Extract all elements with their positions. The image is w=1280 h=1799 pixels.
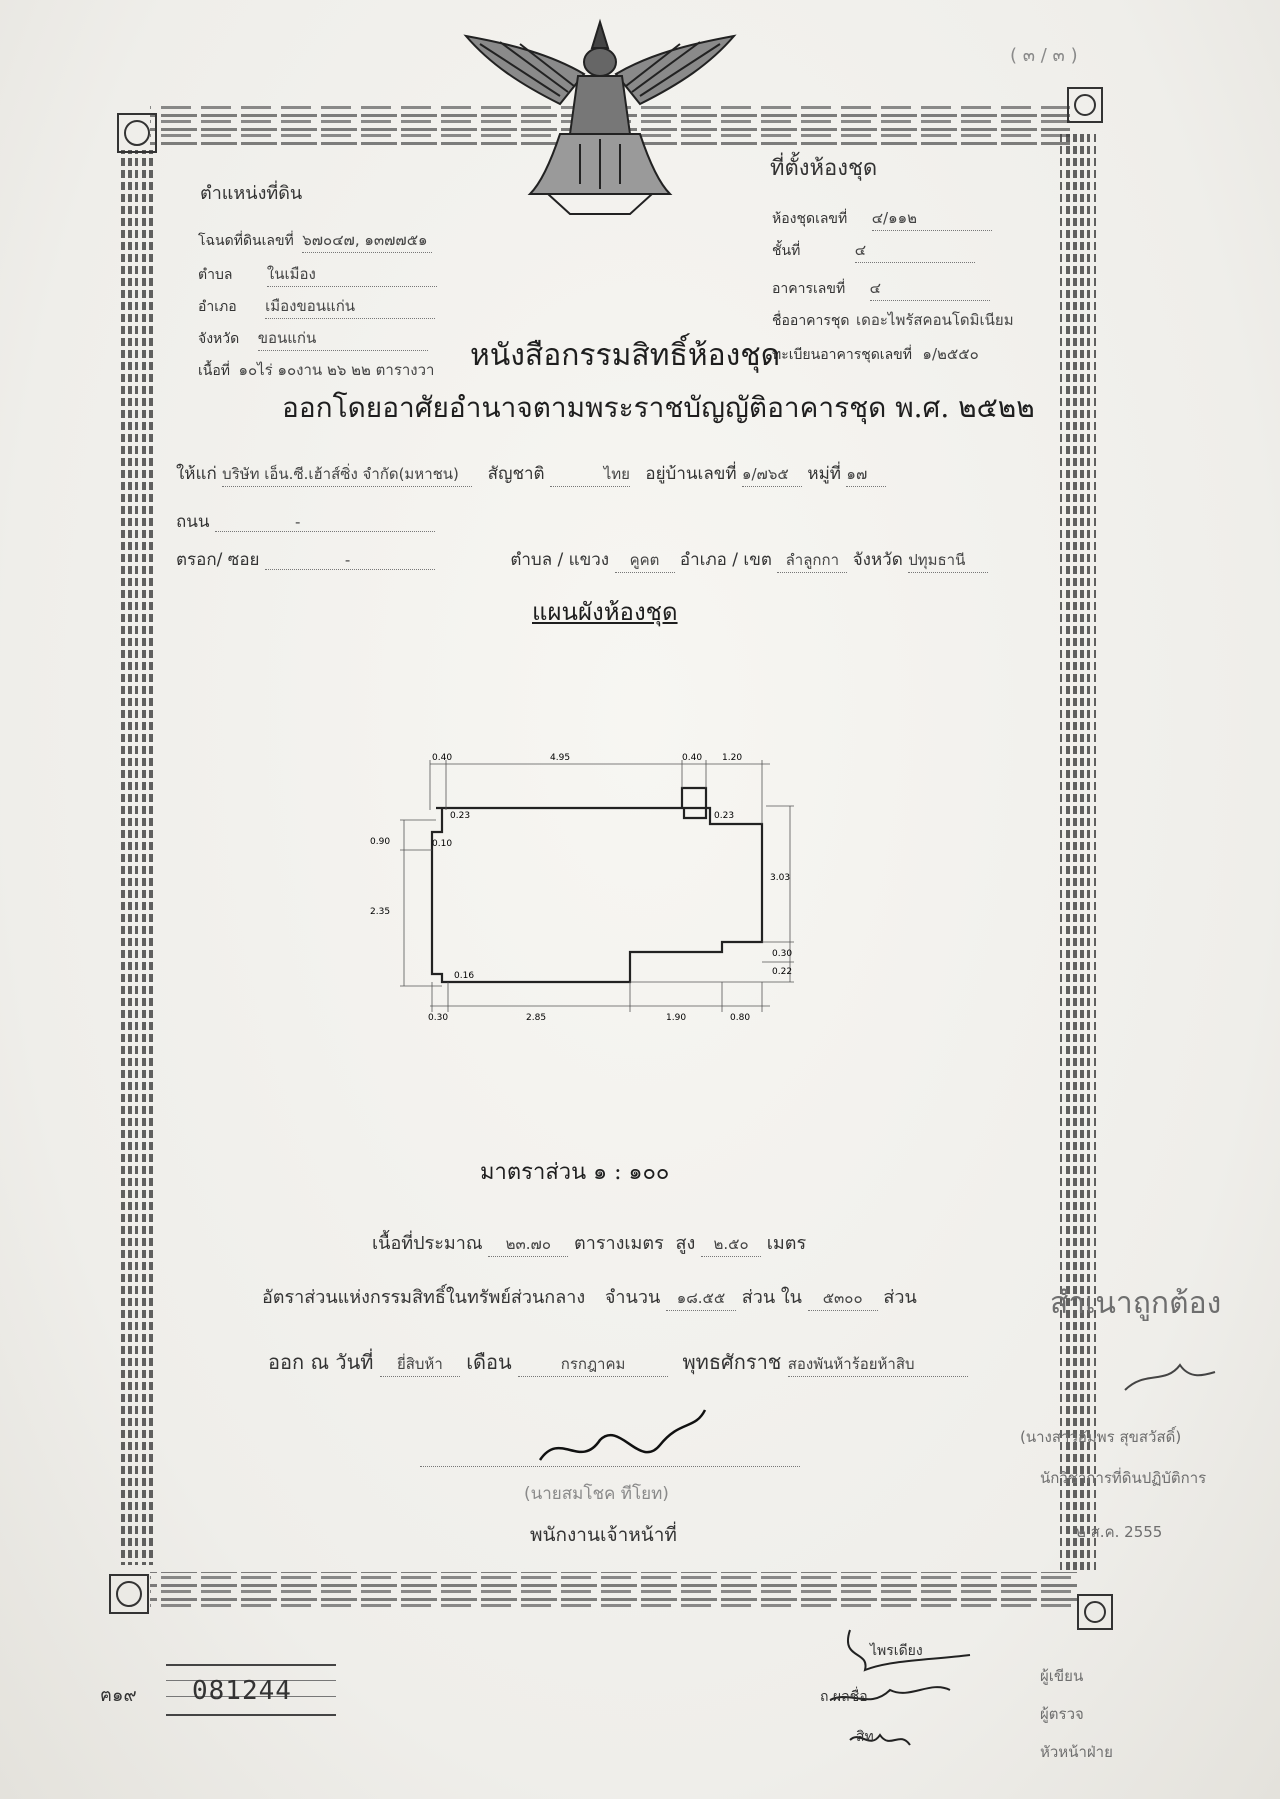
nationality-label: สัญชาติ — [487, 464, 545, 484]
garuda-emblem-icon — [460, 14, 740, 224]
issued-label: ออก ณ วันที่ — [268, 1350, 374, 1374]
owner-line-3 — [176, 546, 1016, 573]
moo-label: หมู่ที่ — [807, 464, 842, 484]
dim-bottom-3: 1.90 — [666, 1013, 687, 1023]
certifier-signature-icon — [1120, 1350, 1220, 1400]
footer-writer-label: ผู้เขียน — [1040, 1667, 1084, 1685]
dim-right-3: 0.22 — [772, 967, 793, 977]
height-unit: เมตร — [766, 1233, 807, 1254]
tambon-label: ตำบล / แขวง — [510, 550, 610, 570]
area-label: เนื้อที่ — [198, 363, 230, 379]
area-approx-value: ๒๓.๗๐ — [488, 1232, 568, 1257]
building-no-value: ๔ — [870, 276, 990, 301]
dim-left-1: 0.90 — [370, 837, 391, 847]
dim-right-1: 3.03 — [770, 873, 791, 883]
district-row — [198, 294, 468, 319]
ratio-of-label: ส่วน ใน — [741, 1287, 802, 1308]
room-outline — [432, 788, 762, 982]
amphoe-label: อำเภอ / เขต — [679, 550, 772, 570]
dim-top-3: 0.40 — [682, 753, 703, 763]
dim-bottom-2: 2.85 — [526, 1013, 547, 1023]
ratio-unit: ส่วน — [883, 1287, 917, 1308]
area-unit: ตารางเมตร — [574, 1233, 664, 1254]
house-no-label: อยู่บ้านเลขที่ — [645, 464, 737, 484]
height-label: สูง — [675, 1233, 696, 1254]
changwat-label: จังหวัด — [852, 550, 903, 570]
certified-copy-stamp: สำเนาถูกต้อง — [1050, 1286, 1222, 1321]
floor-row — [772, 238, 975, 263]
building-name-label: ชื่ออาคารชุด — [772, 313, 850, 329]
building-name-value: เดอะไพรัสคอนโดมิเนียม — [855, 311, 1014, 329]
tambon-value: คูคต — [615, 548, 675, 573]
page-reference: ( ๓ / ๓ ) — [1010, 45, 1078, 66]
building-no-label: อาคารเลขที่ — [772, 281, 846, 297]
ratio-total-value: ๕๓๐๐ — [808, 1286, 878, 1311]
issued-month: กรกฎาคม — [518, 1352, 668, 1377]
owner-to-value: บริษัท เอ็น.ซี.เฮ้าส์ซิ่ง จำกัด(มหาชน) — [222, 462, 472, 487]
room-no-row — [772, 206, 992, 231]
road-label: ถนน — [176, 512, 210, 532]
signature-line — [420, 1466, 800, 1467]
dim-inner-4: 0.16 — [454, 971, 475, 981]
owner-to-label: ให้แก่ — [176, 464, 217, 484]
issued-year: สองพันห้าร้อยห้าสิบ — [788, 1352, 968, 1377]
room-no-value: ๔/๑๑๒ — [872, 206, 992, 231]
dim-inner-2: 0.23 — [714, 811, 735, 821]
footer-sig-1: ไพรเดียง — [870, 1643, 923, 1659]
dim-bottom-4: 0.80 — [730, 1013, 751, 1023]
deed-label: โฉนดที่ดินเลขที่ — [198, 233, 294, 249]
location-heading: ตำแหน่งที่ดิน — [200, 183, 303, 204]
official-name: (นายสมโชค ทีโยท) — [524, 1484, 669, 1504]
deed-value: ๖๗๐๔๗, ๑๓๗๗๕๑ — [302, 228, 432, 253]
issued-line — [268, 1346, 968, 1378]
lane-label: ตรอก/ ซอย — [176, 550, 260, 570]
registration-label: ทะเบียนอาคารชุดเลขที่ — [772, 347, 912, 363]
serial-number: 081244 — [192, 1676, 292, 1706]
unit-location-heading: ที่ตั้งห้องชุด — [770, 156, 878, 181]
province-value: ขอนแก่น — [258, 326, 428, 351]
district-value: เมืองขอนแก่น — [265, 294, 435, 319]
ratio-amount-value: ๑๘.๕๕ — [666, 1286, 736, 1311]
serial-box — [166, 1660, 336, 1718]
province-row — [198, 326, 468, 351]
area-value: ๑๐ไร่ ๑๐งาน ๒๖ ๒๒ ตารางวา — [238, 361, 435, 379]
owner-line-1 — [176, 460, 1016, 487]
area-row — [198, 358, 468, 382]
owner-line-2 — [176, 508, 435, 535]
ratio-label: อัตราส่วนแห่งกรรมสิทธิ์ในทรัพย์ส่วนกลาง — [262, 1287, 586, 1308]
registration-value: ๑/๒๕๕๐ — [922, 345, 979, 363]
dim-bottom-1: 0.30 — [428, 1013, 449, 1023]
province-label: จังหวัด — [198, 331, 240, 347]
issued-day: ยี่สิบห้า — [380, 1352, 460, 1377]
footer-sig-3: สิท — [856, 1729, 874, 1745]
dim-left-2: 2.35 — [370, 907, 391, 917]
footer-checker-label: ผู้ตรวจ — [1040, 1705, 1084, 1723]
official-title: พนักงานเจ้าหน้าที่ — [530, 1524, 677, 1546]
certifier-name: (นางสาวอัมพร สุขสวัสดิ์) — [1020, 1428, 1182, 1446]
district-label: อำเภอ — [198, 299, 237, 315]
footer-head-label: หัวหน้าฝ่าย — [1040, 1743, 1113, 1761]
building-name-row — [772, 308, 1014, 332]
house-no-value: ๑/๗๖๕ — [742, 462, 802, 487]
serial-prefix: ฅ๑๙ — [100, 1685, 137, 1706]
deed-row — [198, 228, 468, 253]
issued-year-label: พุทธศักราช — [682, 1350, 782, 1374]
subdistrict-value: ในเมือง — [267, 262, 437, 287]
dim-top-4: 1.20 — [722, 753, 743, 763]
subdistrict-label: ตำบล — [198, 267, 233, 283]
subdistrict-row — [198, 262, 468, 287]
certifier-date: ๒ ส.ค. 2555 — [1076, 1523, 1163, 1541]
road-value: - — [215, 513, 435, 532]
amphoe-value: ลำลูกกา — [777, 548, 847, 573]
dim-inner-3: 0.10 — [432, 839, 453, 849]
area-line — [372, 1228, 806, 1257]
lane-value: - — [265, 551, 435, 570]
ratio-line — [262, 1282, 917, 1311]
moo-value: ๑๗ — [846, 462, 886, 487]
plan-heading: แผนผังห้องชุด — [532, 598, 678, 626]
nationality-value: ไทย — [550, 462, 630, 487]
footer-sig-2: ถ.ผลชื่อ — [820, 1689, 868, 1705]
floor-plan-drawing — [370, 750, 810, 1030]
official-signature-icon — [530, 1400, 710, 1480]
dim-inner-1: 0.23 — [450, 811, 471, 821]
dim-right-2: 0.30 — [772, 949, 793, 959]
room-no-label: ห้องชุดเลขที่ — [772, 211, 848, 227]
scale-label: มาตราส่วน ๑ : ๑๐๐ — [480, 1160, 670, 1185]
issued-month-label: เดือน — [466, 1350, 512, 1374]
building-no-row — [772, 276, 990, 301]
document-subtitle: ออกโดยอาศัยอำนาจตามพระราชบัญญัติอาคารชุด พ.ศ. ๒๕๒๒ — [282, 391, 1035, 424]
certifier-title: นักวิชาการที่ดินปฏิบัติการ — [1040, 1469, 1207, 1487]
height-value: ๒.๕๐ — [701, 1232, 761, 1257]
registration-row — [772, 342, 979, 366]
document-title: หนังสือกรรมสิทธิ์ห้องชุด — [470, 338, 781, 373]
area-approx-label: เนื้อที่ประมาณ — [372, 1233, 483, 1254]
floor-value: ๔ — [855, 238, 975, 263]
dim-top-2: 4.95 — [550, 753, 571, 763]
ratio-amount-label: จำนวน — [604, 1287, 661, 1308]
dim-top-1: 0.40 — [432, 753, 453, 763]
changwat-value: ปทุมธานี — [908, 548, 988, 573]
floor-label: ชั้นที่ — [772, 243, 801, 259]
